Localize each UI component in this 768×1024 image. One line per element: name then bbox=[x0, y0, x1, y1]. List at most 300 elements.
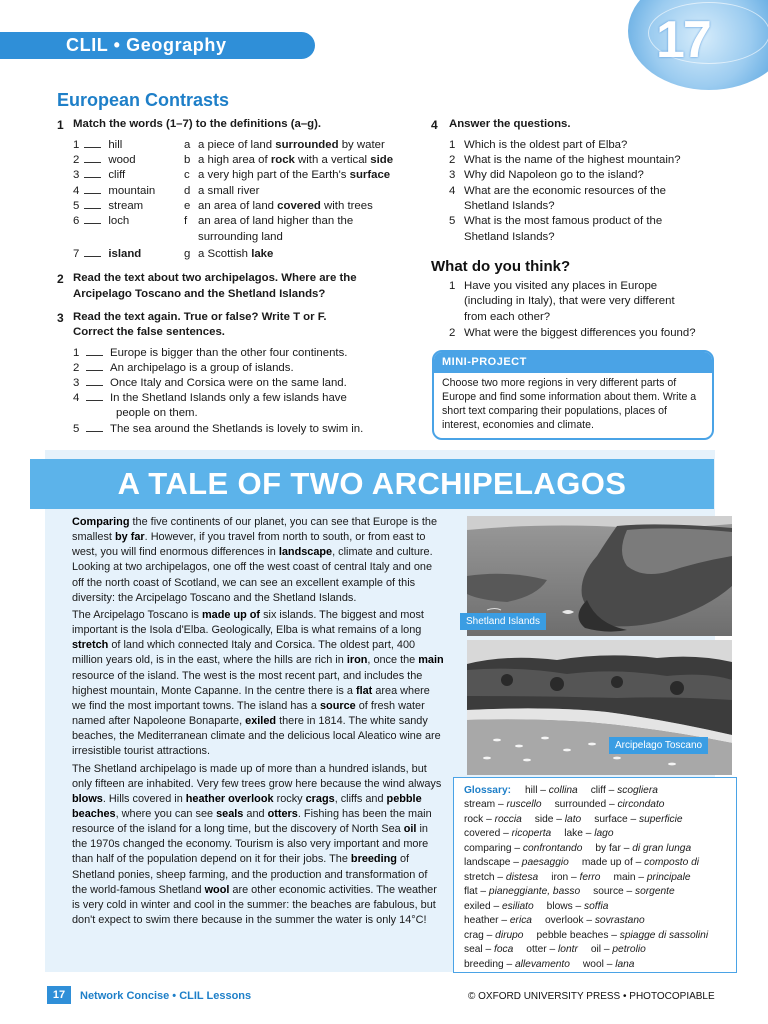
glossary-word: covered bbox=[464, 828, 501, 840]
true-false-item bbox=[73, 422, 363, 437]
glossary-word: pebble beaches bbox=[536, 929, 609, 941]
text-run: of land which connected Italy and Corsica. The oldest part, 400 million years old, is in the east, where the hills are rich in bbox=[72, 639, 416, 667]
glossary-entry bbox=[593, 886, 675, 897]
glossary-dash: – bbox=[553, 813, 565, 825]
glossary-translation: scogliera bbox=[617, 785, 658, 796]
item-text: Shetland Islands? bbox=[464, 231, 555, 243]
exercise-2-line-1: Read the text about two archipelagos. Where are the bbox=[73, 272, 357, 284]
glossary-entry bbox=[464, 814, 522, 825]
exercise-2-number: 2 bbox=[57, 272, 64, 286]
text-run: area where we find the most important towns. The island has a bbox=[72, 684, 430, 712]
glossary-list bbox=[464, 784, 726, 972]
question-item bbox=[449, 230, 555, 245]
glossary-word: oil bbox=[590, 944, 602, 956]
keyword: wool bbox=[204, 883, 230, 896]
text-run: of Shetland ponies, sheep farming, and the production and transformation of the world-famous Shetland bbox=[72, 853, 428, 896]
glossary-entry bbox=[464, 843, 582, 854]
item-number: 2 bbox=[449, 327, 456, 339]
page-number: 17 bbox=[47, 986, 71, 1004]
text-run: there in 1814. The white sandy beaches, the Mediterranean climate and the delicious local Aleatico wine are irresistible tourist attractions. bbox=[72, 715, 441, 758]
item-text: What is the name of the highest mountain? bbox=[464, 154, 681, 166]
glossary-row bbox=[464, 885, 726, 899]
glossary-entry bbox=[564, 828, 613, 839]
word-number: 3 bbox=[73, 169, 80, 181]
keyword: made up of bbox=[201, 608, 261, 621]
definition-keyword: surrounded bbox=[275, 139, 339, 151]
definition-text: with a vertical bbox=[294, 154, 371, 166]
glossary-entry bbox=[555, 799, 665, 810]
item-number: 5 bbox=[73, 423, 80, 435]
keyword: source bbox=[320, 699, 356, 712]
exercise-4-number: 4 bbox=[431, 118, 438, 132]
glossary-word: made up of bbox=[581, 857, 633, 869]
footer-series: Network Concise • CLIL Lessons bbox=[80, 990, 252, 1002]
item-number: 1 bbox=[449, 139, 456, 151]
keyword: breeding bbox=[350, 853, 397, 866]
word-label: stream bbox=[108, 200, 144, 212]
item-text: Shetland Islands? bbox=[464, 200, 555, 212]
definition-item bbox=[184, 153, 393, 168]
glossary-translation: di gran lunga bbox=[632, 842, 692, 854]
definition-letter: e bbox=[184, 200, 191, 212]
answer-blank bbox=[84, 162, 101, 163]
word-label: loch bbox=[108, 215, 130, 227]
reading-text bbox=[72, 515, 445, 930]
text-run: . Hills covered in bbox=[102, 792, 186, 805]
item-number: 1 bbox=[449, 280, 456, 292]
glossary-word: landscape bbox=[464, 857, 511, 869]
item-number: 3 bbox=[449, 169, 456, 181]
definition-text: a small river bbox=[198, 185, 260, 197]
glossary-translation: spiagge di sassolini bbox=[619, 929, 709, 941]
glossary-translation: lontr bbox=[558, 944, 578, 956]
question-item bbox=[449, 138, 627, 153]
glossary-row bbox=[464, 943, 726, 957]
definition-keyword: side bbox=[370, 154, 394, 166]
item-text: An archipelago is a group of islands. bbox=[110, 362, 294, 374]
think-item bbox=[449, 326, 696, 341]
glossary-dash: – bbox=[482, 944, 495, 956]
glossary-dash: – bbox=[623, 886, 636, 898]
glossary-word: breeding bbox=[464, 958, 504, 970]
item-number: 2 bbox=[73, 362, 80, 374]
question-item bbox=[449, 184, 666, 199]
glossary-translation: ricoperta bbox=[511, 828, 552, 840]
text-run: are other economic activities. The weather is very cold in winter and cool in the summer: the beaches are fabulous, but don't expect to swim there because in the summer the water is only 14°C! bbox=[72, 883, 437, 927]
glossary-dash: – bbox=[483, 929, 496, 941]
glossary-translation: sorgente bbox=[635, 886, 675, 898]
definition-item bbox=[184, 247, 273, 262]
keyword: stretch bbox=[72, 639, 109, 652]
glossary-translation: confrontando bbox=[522, 842, 583, 854]
item-text: people on them. bbox=[116, 407, 198, 419]
glossary-word: stretch bbox=[464, 871, 495, 883]
word-label: cliff bbox=[108, 169, 126, 181]
item-number: 4 bbox=[73, 392, 80, 404]
answer-blank bbox=[84, 208, 101, 209]
definition-keyword: rock bbox=[270, 154, 295, 166]
glossary-box bbox=[453, 777, 737, 973]
glossary-row bbox=[464, 958, 726, 972]
glossary-entry bbox=[595, 843, 691, 854]
definition-text: a very high part of the Earth's bbox=[198, 169, 350, 181]
glossary-translation: lato bbox=[564, 813, 582, 825]
glossary-dash: – bbox=[568, 871, 580, 883]
keyword: main bbox=[418, 654, 444, 667]
glossary-row bbox=[464, 929, 726, 943]
text-run: in the 1970s changed the economy. Tourism is also very important and more than half of the population depend on it for their jobs. The bbox=[72, 823, 429, 866]
glossary-translation: erica bbox=[509, 915, 532, 927]
keyword: blows bbox=[72, 792, 103, 805]
glossary-dash: – bbox=[500, 828, 512, 840]
glossary-dash: – bbox=[510, 857, 522, 869]
item-number: 3 bbox=[73, 377, 80, 389]
glossary-entry bbox=[464, 872, 538, 883]
text-run: six islands. The biggest and most important is the Isola d'Elba. Geologically, Elba is what remains of a long bbox=[72, 608, 424, 637]
glossary-dash: – bbox=[632, 857, 645, 869]
lesson-number: 17 bbox=[656, 11, 710, 69]
glossary-dash: – bbox=[503, 958, 515, 970]
glossary-translation: paesaggio bbox=[521, 857, 569, 869]
definition-item bbox=[184, 214, 353, 229]
word-number: 2 bbox=[73, 154, 80, 166]
glossary-entry bbox=[464, 930, 523, 941]
glossary-word: crag bbox=[464, 929, 484, 941]
glossary-dash: – bbox=[582, 828, 595, 840]
word-label: mountain bbox=[108, 185, 156, 197]
exercise-1-instruction: Match the words (1–7) to the definitions (a–g). bbox=[73, 118, 322, 130]
text-run: The Shetland archipelago is made up of more than a hundred islands, but only fifteen are inhabited. Very few trees grow here because the wind always bbox=[72, 762, 442, 790]
glossary-dash: – bbox=[605, 785, 618, 796]
glossary-dash: – bbox=[498, 915, 510, 927]
glossary-word: heather bbox=[464, 915, 499, 927]
true-false-item bbox=[73, 406, 198, 421]
definition-keyword: covered bbox=[277, 200, 321, 212]
think-item bbox=[449, 279, 657, 294]
glossary-label: Glossary: bbox=[464, 785, 511, 796]
glossary-word: exiled bbox=[464, 900, 491, 912]
glossary-entry bbox=[464, 901, 534, 912]
text-run: The Arcipelago Toscano is bbox=[72, 608, 202, 621]
glossary-dash: – bbox=[494, 871, 506, 883]
item-text: What is the most famous product of the bbox=[464, 215, 663, 227]
answer-blank bbox=[84, 256, 101, 257]
glossary-dash: – bbox=[620, 842, 633, 854]
definition-item bbox=[184, 230, 283, 245]
keyword: crags bbox=[305, 792, 335, 805]
glossary-dash: – bbox=[572, 900, 585, 912]
glossary-word: wool bbox=[582, 958, 604, 970]
keyword: oil bbox=[403, 823, 417, 836]
item-text: Why did Napoleon go to the island? bbox=[464, 169, 644, 181]
glossary-word: stream bbox=[464, 799, 496, 811]
glossary-word: lake bbox=[564, 828, 583, 840]
keyword: landscape bbox=[278, 546, 333, 559]
glossary-entry bbox=[547, 901, 609, 912]
section-title: European Contrasts bbox=[57, 90, 230, 110]
glossary-entry bbox=[464, 944, 513, 955]
glossary-dash: – bbox=[495, 799, 507, 811]
answer-blank bbox=[86, 385, 103, 386]
definition-keyword: surface bbox=[349, 169, 391, 181]
word-item bbox=[73, 184, 155, 199]
glossary-translation: collina bbox=[548, 785, 578, 796]
glossary-row bbox=[464, 914, 726, 928]
glossary-translation: composto di bbox=[644, 857, 700, 869]
word-item bbox=[73, 138, 122, 153]
glossary-dash: – bbox=[583, 915, 595, 927]
item-text: Have you visited any places in Europe bbox=[464, 280, 658, 292]
glossary-row bbox=[464, 842, 726, 856]
glossary-entry bbox=[464, 886, 580, 897]
definition-text: a Scottish bbox=[198, 248, 252, 260]
definition-item bbox=[184, 199, 373, 214]
glossary-entry bbox=[582, 857, 699, 868]
definition-text: an area of land bbox=[198, 200, 278, 212]
keyword: iron bbox=[346, 654, 368, 667]
glossary-row bbox=[464, 798, 726, 812]
think-item bbox=[449, 294, 675, 309]
text-run: . However, if you travel from north to south, or from east to west, you will find enormous differences in bbox=[72, 531, 426, 559]
answer-blank bbox=[84, 147, 101, 148]
definition-item bbox=[184, 168, 390, 183]
glossary-dash: – bbox=[627, 813, 639, 825]
text-run: and bbox=[243, 807, 268, 820]
definition-text: surrounding land bbox=[198, 231, 283, 243]
word-item bbox=[73, 153, 136, 168]
text-run: resource of the island. The west is the most recent part, and includes the highest mountain, Monte Capanne. In the centre there is a bbox=[72, 669, 423, 697]
glossary-entry bbox=[464, 799, 542, 810]
mini-project-title: MINI-PROJECT bbox=[434, 352, 712, 373]
glossary-word: source bbox=[593, 886, 624, 898]
subject-title: CLIL • Geography bbox=[66, 35, 227, 55]
item-text: What are the economic resources of the bbox=[464, 185, 666, 197]
item-text: The sea around the Shetlands is lovely to swim in. bbox=[110, 423, 364, 435]
glossary-row bbox=[464, 871, 726, 885]
definition-text: a high area of bbox=[198, 154, 271, 166]
glossary-dash: – bbox=[477, 886, 489, 898]
think-item bbox=[449, 310, 550, 325]
glossary-translation: allevamento bbox=[514, 958, 570, 970]
glossary-word: by far bbox=[595, 842, 621, 854]
word-number: 5 bbox=[73, 200, 80, 212]
item-text: Europe is bigger than the other four continents. bbox=[110, 347, 348, 359]
definition-text: with trees bbox=[320, 200, 373, 212]
glossary-row bbox=[464, 900, 726, 914]
glossary-translation: soffia bbox=[584, 900, 609, 912]
keyword: otters bbox=[267, 807, 298, 820]
definition-item bbox=[184, 138, 385, 153]
text-run: rocky bbox=[273, 792, 306, 805]
glossary-entry bbox=[525, 785, 578, 796]
word-item bbox=[73, 247, 141, 262]
definition-letter: d bbox=[184, 185, 191, 197]
glossary-dash: – bbox=[608, 929, 620, 941]
glossary-translation: lana bbox=[615, 958, 635, 970]
word-label: island bbox=[108, 248, 142, 260]
definition-text: by water bbox=[338, 139, 385, 151]
glossary-entry bbox=[526, 944, 578, 955]
glossary-translation: ferro bbox=[579, 871, 601, 883]
definition-text: a piece of land bbox=[198, 139, 276, 151]
text-run: , cliffs and bbox=[334, 792, 387, 805]
item-text: Once Italy and Corsica were on the same land. bbox=[110, 377, 347, 389]
glossary-translation: dirupo bbox=[495, 929, 524, 941]
glossary-dash: – bbox=[511, 842, 523, 854]
item-text: What were the biggest differences you found? bbox=[464, 327, 696, 339]
glossary-word: surrounded bbox=[554, 799, 607, 811]
definition-keyword: lake bbox=[251, 248, 274, 260]
definition-text: an area of land higher than the bbox=[198, 215, 354, 227]
true-false-item bbox=[73, 391, 347, 406]
question-item bbox=[449, 153, 681, 168]
word-label: hill bbox=[108, 139, 123, 151]
true-false-item bbox=[73, 361, 294, 376]
definition-letter: c bbox=[184, 169, 190, 181]
glossary-dash: – bbox=[537, 785, 549, 796]
glossary-translation: distesa bbox=[505, 871, 539, 883]
word-number: 4 bbox=[73, 185, 80, 197]
glossary-entry bbox=[591, 944, 646, 955]
glossary-word: seal bbox=[464, 944, 483, 956]
word-item bbox=[73, 199, 143, 214]
glossary-translation: sovrastano bbox=[594, 915, 645, 927]
shetland-photo-label: Shetland Islands bbox=[460, 613, 546, 630]
glossary-word: iron bbox=[551, 871, 569, 883]
true-false-item bbox=[73, 376, 347, 391]
exercise-3-number: 3 bbox=[57, 311, 64, 325]
glossary-translation: pianeggiante, basso bbox=[488, 886, 581, 898]
exercise-4-instruction: Answer the questions. bbox=[449, 118, 571, 130]
keyword: pebble beaches bbox=[72, 792, 422, 820]
word-label: wood bbox=[108, 154, 136, 166]
text-run: , climate and culture. Looking at two archipelagos, one off the west coast of central Italy and one off the north coast of Scotland, we can see an excellent example of this diversity: the Arcipelago Toscano and the Shetland Islands. bbox=[72, 546, 433, 604]
glossary-entry bbox=[545, 915, 645, 926]
exercise-3-line-1: Read the text again. True or false? Write T or F. bbox=[73, 311, 327, 323]
item-number: 4 bbox=[449, 185, 456, 197]
mini-project-box bbox=[432, 350, 714, 440]
glossary-entry bbox=[591, 785, 658, 796]
reading-paragraph-1 bbox=[72, 515, 445, 606]
glossary-word: comparing bbox=[464, 842, 512, 854]
glossary-dash: – bbox=[635, 871, 647, 883]
answer-blank bbox=[84, 177, 101, 178]
definition-item bbox=[184, 184, 259, 199]
glossary-word: overlook bbox=[544, 915, 584, 927]
word-item bbox=[73, 168, 125, 183]
glossary-dash: – bbox=[490, 900, 502, 912]
glossary-dash: – bbox=[601, 944, 613, 956]
glossary-word: blows bbox=[546, 900, 573, 912]
exercise-2-line-2: Arcipelago Toscano and the Shetland Islands? bbox=[73, 288, 326, 300]
reading-paragraph-2 bbox=[72, 608, 445, 760]
answer-blank bbox=[84, 223, 101, 224]
text-run: , once the bbox=[367, 654, 419, 667]
glossary-word: surface bbox=[594, 813, 628, 825]
glossary-entry bbox=[464, 915, 532, 926]
question-item bbox=[449, 168, 644, 183]
definition-letter: g bbox=[184, 248, 191, 260]
item-text: In the Shetland Islands only a few islands have bbox=[110, 392, 347, 404]
glossary-entry bbox=[464, 828, 551, 839]
keyword: Comparing bbox=[72, 516, 130, 528]
question-item bbox=[449, 199, 555, 214]
glossary-entry bbox=[551, 872, 600, 883]
keyword: seals bbox=[216, 807, 244, 820]
glossary-row bbox=[464, 813, 726, 827]
toscano-photo-label: Arcipelago Toscano bbox=[609, 737, 708, 754]
reading-paragraph-3 bbox=[72, 762, 445, 929]
word-number: 1 bbox=[73, 139, 80, 151]
glossary-word: hill bbox=[525, 785, 538, 796]
definition-letter: f bbox=[184, 215, 188, 227]
item-text: (including in Italy), that were very different bbox=[464, 295, 675, 307]
glossary-row bbox=[464, 784, 726, 798]
glossary-word: flat bbox=[464, 886, 478, 898]
glossary-word: cliff bbox=[590, 785, 606, 796]
glossary-translation: ruscello bbox=[506, 799, 542, 811]
keyword: flat bbox=[355, 684, 373, 697]
keyword: by far bbox=[114, 531, 145, 544]
glossary-translation: superficie bbox=[638, 813, 683, 825]
text-run: . Fishing has been the main resource of the island for a long time, but the discovery of North Sea bbox=[72, 807, 432, 836]
definition-letter: b bbox=[184, 154, 191, 166]
glossary-word: main bbox=[613, 871, 636, 883]
glossary-entry bbox=[464, 857, 569, 868]
exercise-1-number: 1 bbox=[57, 118, 64, 132]
item-number: 2 bbox=[449, 154, 456, 166]
text-run: of fresh water named after Napoleone Bonaparte, bbox=[72, 699, 425, 728]
glossary-translation: petrolio bbox=[612, 944, 646, 956]
glossary-dash: – bbox=[606, 799, 618, 811]
mini-project-text: Choose two more regions in very different parts of Europe and find some information about them. Write a short text comparing their populations, places of interest, economies and climate. bbox=[442, 377, 697, 431]
glossary-dash: – bbox=[603, 958, 616, 970]
glossary-word: rock bbox=[464, 813, 484, 825]
lesson-label: lesson bbox=[594, 41, 626, 52]
what-do-you-think-title: What do you think? bbox=[431, 258, 571, 275]
reading-title: A TALE OF TWO ARCHIPELAGOS bbox=[117, 466, 627, 501]
glossary-translation: foca bbox=[494, 944, 514, 956]
keyword: heather overlook bbox=[185, 792, 274, 805]
answer-blank bbox=[86, 370, 103, 371]
answer-blank bbox=[86, 355, 103, 356]
answer-blank bbox=[86, 400, 103, 401]
definition-letter: a bbox=[184, 139, 191, 151]
question-item bbox=[449, 214, 662, 229]
item-text: from each other? bbox=[464, 311, 551, 323]
arcipelago-toscano-photo bbox=[467, 640, 732, 775]
glossary-dash: – bbox=[483, 813, 495, 825]
glossary-dash: – bbox=[546, 944, 559, 956]
glossary-row bbox=[464, 827, 726, 841]
exercise-3-line-2: Correct the false sentences. bbox=[73, 326, 225, 338]
word-number: 6 bbox=[73, 215, 80, 227]
glossary-entry bbox=[464, 959, 570, 970]
item-text: Which is the oldest part of Elba? bbox=[464, 139, 628, 151]
glossary-row bbox=[464, 856, 726, 870]
glossary-entry bbox=[536, 930, 708, 941]
text-run: the five continents of our planet, you can see that Europe is the smallest bbox=[72, 516, 438, 544]
word-number: 7 bbox=[73, 248, 80, 260]
glossary-entry bbox=[583, 959, 635, 970]
glossary-entry bbox=[594, 814, 682, 825]
answer-blank bbox=[84, 193, 101, 194]
true-false-item bbox=[73, 346, 347, 361]
word-item bbox=[73, 214, 129, 229]
glossary-translation: roccia bbox=[494, 813, 522, 825]
answer-blank bbox=[86, 431, 103, 432]
glossary-translation: esiliato bbox=[501, 900, 534, 912]
